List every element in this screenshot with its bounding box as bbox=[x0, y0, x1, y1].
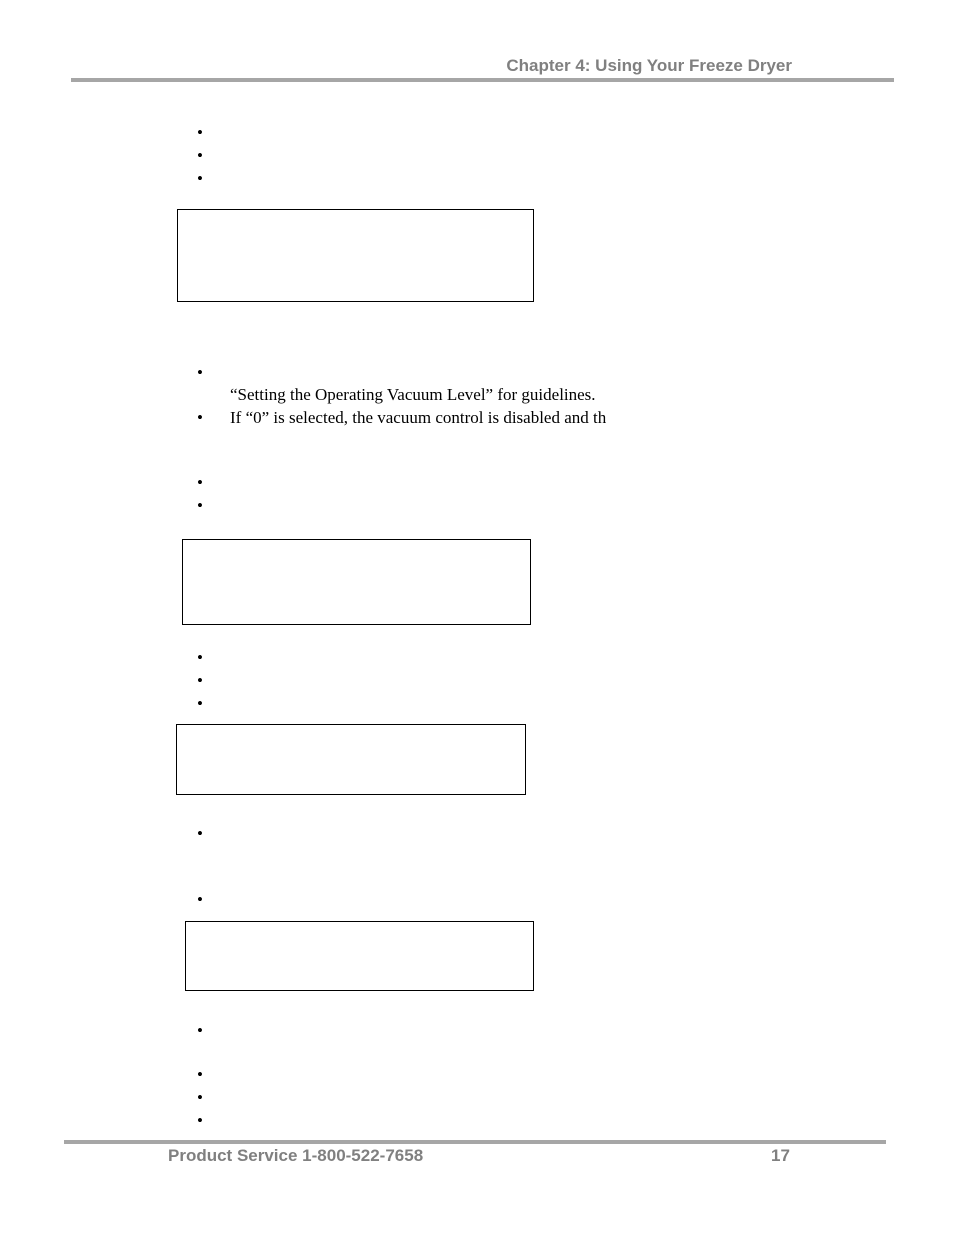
bullet bbox=[195, 1111, 205, 1131]
bullet bbox=[195, 496, 205, 516]
page-number: 17 bbox=[771, 1146, 790, 1165]
bullet bbox=[195, 363, 205, 383]
bullet bbox=[195, 169, 205, 189]
vacuum-guideline-text: “Setting the Operating Vacuum Level” for guidelines. bbox=[230, 385, 596, 404]
chapter-title: Chapter 4: Using Your Freeze Dryer bbox=[506, 56, 792, 75]
bullet bbox=[195, 146, 205, 166]
bullet bbox=[195, 408, 205, 428]
bullet bbox=[195, 694, 205, 714]
bullet bbox=[195, 671, 205, 691]
bullet bbox=[195, 123, 205, 143]
bullet bbox=[195, 648, 205, 668]
bullet bbox=[195, 1088, 205, 1108]
bullet bbox=[195, 1065, 205, 1085]
display-panel-box bbox=[177, 209, 534, 302]
bullet bbox=[195, 890, 205, 910]
product-service-phone: Product Service 1-800-522-7658 bbox=[168, 1146, 424, 1165]
vacuum-disabled-text: If “0” is selected, the vacuum control is disabled and th bbox=[230, 408, 607, 427]
bullet bbox=[195, 1021, 205, 1041]
header-rule bbox=[71, 78, 894, 82]
bullet bbox=[195, 824, 205, 844]
footer-rule bbox=[64, 1140, 886, 1144]
display-panel-box bbox=[185, 921, 534, 991]
bullet bbox=[195, 473, 205, 493]
display-panel-box bbox=[182, 539, 531, 625]
display-panel-box bbox=[176, 724, 526, 795]
